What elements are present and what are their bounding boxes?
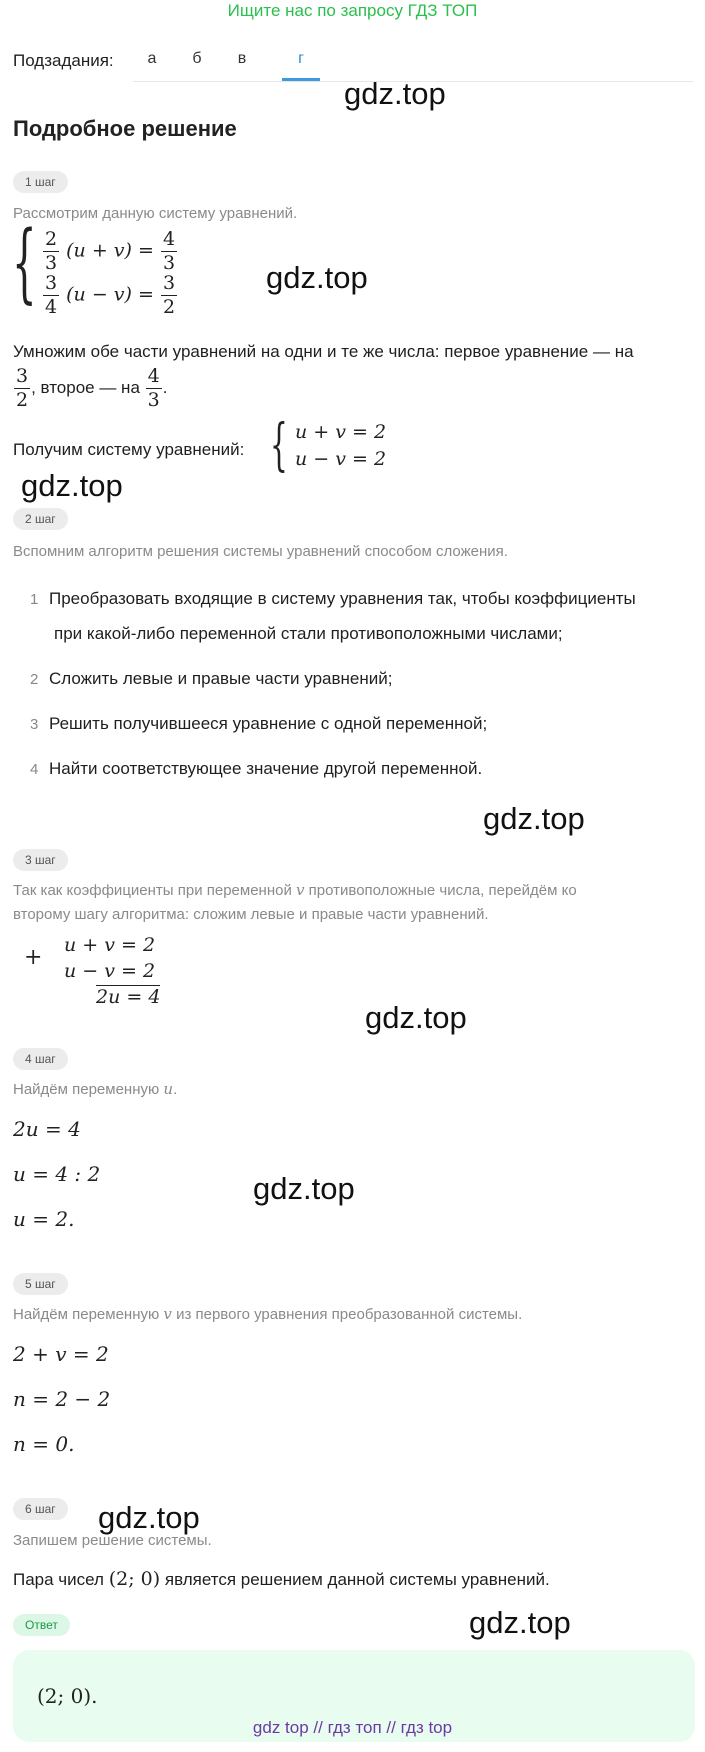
tab-v[interactable]: в	[237, 50, 247, 67]
equation-row: 2u = 4	[96, 986, 161, 1008]
step-intro: Рассмотрим данную систему уравнений.	[13, 205, 298, 222]
step-badge: 3 шаг	[13, 849, 68, 871]
list-item: Преобразовать входящие в систему уравнения так, чтобы коэффициенты	[49, 589, 636, 608]
step-intro: второму шагу алгоритма: сложим левые и правые части уравнений.	[13, 906, 489, 923]
section-title: Подробное решение	[13, 116, 237, 141]
step-badge: 4 шаг	[13, 1048, 68, 1070]
list-number: 2	[30, 671, 39, 688]
plus-sign: +	[24, 945, 43, 970]
equation-row: u − v = 2	[295, 448, 387, 470]
brace-icon: {	[270, 413, 288, 478]
step-text: Пара чисел (2; 0) является решением данной системы уравнений.	[13, 1568, 550, 1590]
watermark: gdz.top	[253, 1171, 355, 1206]
active-tab-indicator	[282, 78, 320, 81]
equation-line: 2 + v = 2	[13, 1342, 109, 1366]
step-badge: 6 шаг	[13, 1498, 68, 1520]
footer-links[interactable]: gdz top // гдз топ // гдз top	[252, 1718, 453, 1737]
watermark: gdz.top	[344, 76, 446, 111]
equation-row: $\frac{2}{3}$ (u + v) = $\frac{4}{3}$	[45, 228, 176, 274]
equation-row: u + v = 2	[64, 934, 156, 956]
watermark: gdz.top	[98, 1500, 200, 1535]
step-text: Умножим обе части уравнений на одни и те же числа: первое уравнение — на	[13, 342, 634, 361]
step-intro: Запишем решение системы.	[13, 1532, 212, 1549]
list-number: 4	[30, 761, 39, 778]
step-intro: Так как коэффициенты при переменной v противоположные числа, перейдём ко	[13, 881, 577, 899]
equation-system-original	[12, 213, 212, 326]
list-number: 3	[30, 716, 39, 733]
watermark: gdz.top	[469, 1605, 571, 1640]
step-badge: 1 шаг	[13, 171, 68, 193]
answer-value: (2; 0).	[37, 1684, 98, 1708]
answer-badge: Ответ	[13, 1614, 70, 1636]
list-item: Сложить левые и правые части уравнений;	[49, 669, 393, 688]
tab-b[interactable]: б	[192, 50, 202, 67]
step-text: Получим систему уравнений:	[13, 440, 245, 459]
list-item: при какой-либо переменной стали противоположными числами;	[54, 624, 563, 643]
watermark: gdz.top	[365, 1000, 467, 1035]
tab-g[interactable]: г	[298, 50, 304, 67]
equation-line: n = 2 − 2	[13, 1387, 111, 1411]
equation-row: u + v = 2	[295, 421, 387, 443]
search-banner: Ищите нас по запросу ГДЗ ТОП	[227, 1, 478, 20]
step-intro: Вспомним алгоритм решения системы уравнений способом сложения.	[13, 543, 508, 560]
watermark: gdz.top	[266, 260, 368, 295]
list-item: Найти соответствующее значение другой переменной.	[49, 759, 483, 778]
equation-line: u = 2.	[13, 1207, 75, 1231]
tab-a[interactable]: а	[147, 50, 157, 67]
watermark: gdz.top	[483, 801, 585, 836]
brace-icon: {	[12, 213, 37, 313]
step-badge: 2 шаг	[13, 508, 68, 530]
equation-line: 2u = 4	[13, 1117, 81, 1141]
equation-line: u = 4 : 2	[13, 1162, 101, 1186]
subtasks-label: Подзадания:	[13, 51, 114, 70]
list-item: Решить получившееся уравнение с одной переменной;	[49, 714, 488, 733]
step-badge: 5 шаг	[13, 1273, 68, 1295]
equation-row: u − v = 2	[64, 960, 156, 982]
list-number: 1	[30, 591, 39, 608]
multiplier-line: $\frac{3}{2}$ , второе — на $\frac{4}{3}$ .	[16, 365, 168, 411]
step-intro: Найдём переменную u.	[13, 1080, 178, 1098]
equation-line: n = 0.	[13, 1432, 75, 1456]
watermark: gdz.top	[21, 468, 123, 503]
equation-row: $\frac{3}{4}$ (u − v) = $\frac{3}{2}$	[45, 272, 176, 318]
step-intro: Найдём переменную v из первого уравнения преобразованной системы.	[13, 1305, 523, 1323]
